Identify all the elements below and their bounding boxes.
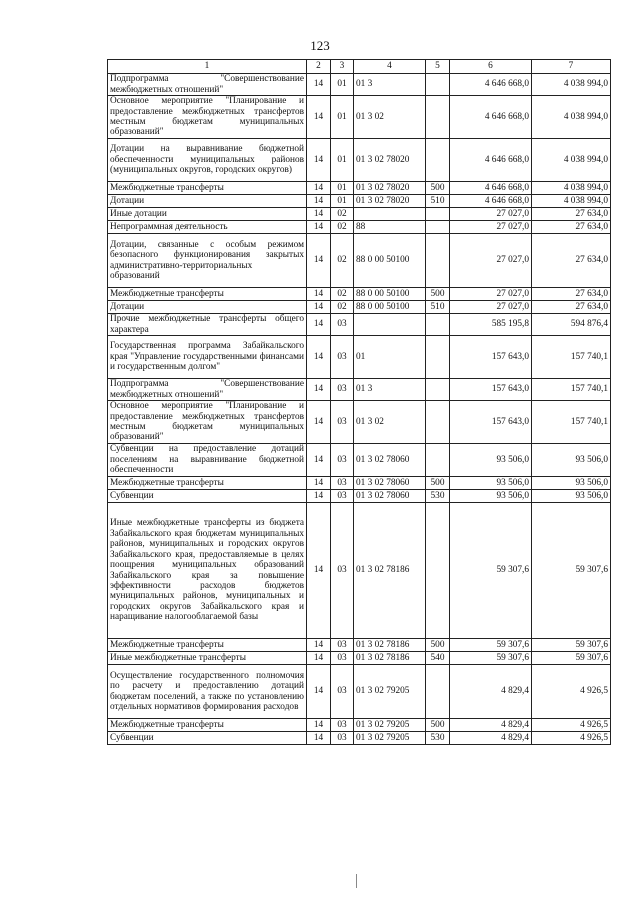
row-target-code: 01 3 02 78060 <box>354 477 426 490</box>
row-expense-kind: 500 <box>426 182 450 195</box>
row-target-code: 01 3 <box>354 74 426 96</box>
col-header-value-2: 7 <box>532 60 611 74</box>
row-value-1: 27 027,0 <box>450 288 532 301</box>
row-section: 14 <box>307 139 331 182</box>
row-value-2: 4 038 994,0 <box>532 96 611 139</box>
row-value-1: 157 643,0 <box>450 336 532 379</box>
row-value-2: 4 038 994,0 <box>532 182 611 195</box>
row-target-code: 88 0 00 50100 <box>354 301 426 314</box>
row-value-2: 93 506,0 <box>532 490 611 503</box>
row-value-1: 157 643,0 <box>450 401 532 444</box>
row-value-1: 93 506,0 <box>450 490 532 503</box>
row-target-code: 01 <box>354 336 426 379</box>
row-subsection: 01 <box>331 195 354 208</box>
row-value-1: 4 646 668,0 <box>450 139 532 182</box>
row-subsection: 01 <box>331 139 354 182</box>
row-expense-kind <box>426 401 450 444</box>
row-subsection: 03 <box>331 732 354 745</box>
row-section: 14 <box>307 732 331 745</box>
table-row <box>108 639 611 652</box>
row-subsection: 03 <box>331 444 354 477</box>
row-target-code <box>354 208 426 221</box>
row-target-code: 01 3 02 78020 <box>354 139 426 182</box>
row-value-1: 4 646 668,0 <box>450 74 532 96</box>
row-value-2: 157 740,1 <box>532 379 611 401</box>
row-expense-kind <box>426 503 450 639</box>
row-section: 14 <box>307 301 331 314</box>
row-target-code: 88 0 00 50100 <box>354 288 426 301</box>
row-target-code: 01 3 02 <box>354 96 426 139</box>
table-row <box>108 665 611 719</box>
row-subsection: 01 <box>331 96 354 139</box>
table-row <box>108 401 611 444</box>
row-section: 14 <box>307 96 331 139</box>
row-subsection: 03 <box>331 379 354 401</box>
table-row <box>108 139 611 182</box>
table-row <box>108 719 611 732</box>
scan-mark <box>356 874 357 888</box>
page-number: 123 <box>310 38 330 53</box>
row-expense-kind: 500 <box>426 639 450 652</box>
row-section: 14 <box>307 401 331 444</box>
row-value-2: 4 038 994,0 <box>532 139 611 182</box>
row-name: Государственная программа Забайкальского края "Управление государственными финансами и государственным долгом" <box>108 336 307 379</box>
row-name: Подпрограмма "Совершенствование межбюджетных отношений" <box>108 379 307 401</box>
row-section: 14 <box>307 74 331 96</box>
row-target-code: 01 3 02 79205 <box>354 732 426 745</box>
table-row <box>108 477 611 490</box>
row-target-code: 01 3 02 78186 <box>354 503 426 639</box>
row-name: Межбюджетные трансферты <box>108 477 307 490</box>
row-name: Подпрограмма "Совершенствование межбюджетных отношений" <box>108 74 307 96</box>
row-value-1: 27 027,0 <box>450 301 532 314</box>
row-expense-kind: 530 <box>426 732 450 745</box>
row-value-1: 4 646 668,0 <box>450 182 532 195</box>
row-name: Дотации <box>108 301 307 314</box>
row-subsection: 03 <box>331 490 354 503</box>
row-value-2: 27 634,0 <box>532 234 611 288</box>
row-target-code: 01 3 02 79205 <box>354 719 426 732</box>
row-value-2: 27 634,0 <box>532 221 611 234</box>
row-name: Межбюджетные трансферты <box>108 719 307 732</box>
row-value-1: 4 829,4 <box>450 732 532 745</box>
row-name: Осуществление государственного полномочия по расчету и предоставлению дотаций бюджетам поселений, а также по установлению отдельных нормативов формирования расходов <box>108 665 307 719</box>
row-section: 14 <box>307 719 331 732</box>
row-subsection: 02 <box>331 208 354 221</box>
row-target-code <box>354 314 426 336</box>
row-expense-kind <box>426 139 450 182</box>
row-target-code: 01 3 02 78060 <box>354 444 426 477</box>
row-section: 14 <box>307 314 331 336</box>
row-subsection: 03 <box>331 719 354 732</box>
row-subsection: 03 <box>331 652 354 665</box>
row-subsection: 01 <box>331 182 354 195</box>
row-value-2: 4 926,5 <box>532 732 611 745</box>
col-header-target: 4 <box>354 60 426 74</box>
row-section: 14 <box>307 234 331 288</box>
row-value-1: 27 027,0 <box>450 221 532 234</box>
row-value-1: 585 195,8 <box>450 314 532 336</box>
row-value-2: 157 740,1 <box>532 401 611 444</box>
row-target-code: 01 3 02 78020 <box>354 182 426 195</box>
row-section: 14 <box>307 490 331 503</box>
row-expense-kind <box>426 208 450 221</box>
row-subsection: 01 <box>331 74 354 96</box>
row-value-2: 93 506,0 <box>532 444 611 477</box>
row-expense-kind: 510 <box>426 301 450 314</box>
row-section: 14 <box>307 639 331 652</box>
col-header-section: 2 <box>307 60 331 74</box>
table-row <box>108 221 611 234</box>
row-value-1: 4 829,4 <box>450 719 532 732</box>
table-row <box>108 182 611 195</box>
row-value-2: 4 038 994,0 <box>532 195 611 208</box>
col-header-subsection: 3 <box>331 60 354 74</box>
col-header-name: 1 <box>108 60 307 74</box>
row-expense-kind <box>426 221 450 234</box>
row-expense-kind: 500 <box>426 719 450 732</box>
row-value-1: 59 307,6 <box>450 503 532 639</box>
table-row <box>108 314 611 336</box>
row-expense-kind: 540 <box>426 652 450 665</box>
row-target-code: 01 3 02 <box>354 401 426 444</box>
row-value-1: 59 307,6 <box>450 639 532 652</box>
row-subsection: 03 <box>331 401 354 444</box>
row-section: 14 <box>307 182 331 195</box>
row-value-1: 93 506,0 <box>450 477 532 490</box>
row-section: 14 <box>307 665 331 719</box>
table-body <box>108 74 611 745</box>
table-row <box>108 444 611 477</box>
row-value-1: 157 643,0 <box>450 379 532 401</box>
table-row <box>108 490 611 503</box>
row-value-2: 4 926,5 <box>532 719 611 732</box>
row-subsection: 02 <box>331 234 354 288</box>
row-target-code: 01 3 02 78186 <box>354 652 426 665</box>
header-row <box>108 60 611 74</box>
row-name: Субвенции <box>108 732 307 745</box>
row-name: Иные межбюджетные трансферты из бюджета Забайкальского края бюджетам муниципальных районов, муниципальных и городских округов Забайкальского края, предоставляемые в целях поощрения муниципальных образований Забайкальского края за повышение эффективности расходов бюджетов муниципальных районов, муниципальных и городских округов Забайкальского края и наращивание налогооблагаемой базы <box>108 503 307 639</box>
row-subsection: 03 <box>331 336 354 379</box>
row-name: Прочие межбюджетные трансферты общего характера <box>108 314 307 336</box>
row-value-2: 27 634,0 <box>532 301 611 314</box>
table-row <box>108 96 611 139</box>
row-expense-kind <box>426 336 450 379</box>
row-target-code: 01 3 02 78020 <box>354 195 426 208</box>
row-name: Непрограммная деятельность <box>108 221 307 234</box>
row-target-code: 88 0 00 50100 <box>354 234 426 288</box>
row-target-code: 01 3 02 78186 <box>354 639 426 652</box>
row-subsection: 03 <box>331 503 354 639</box>
row-name: Дотации <box>108 195 307 208</box>
table-row <box>108 503 611 639</box>
row-section: 14 <box>307 503 331 639</box>
row-expense-kind: 500 <box>426 288 450 301</box>
row-section: 14 <box>307 336 331 379</box>
budget-table <box>107 59 611 745</box>
row-value-2: 157 740,1 <box>532 336 611 379</box>
table-row <box>108 288 611 301</box>
row-section: 14 <box>307 477 331 490</box>
table-row <box>108 74 611 96</box>
row-subsection: 03 <box>331 477 354 490</box>
row-target-code: 88 <box>354 221 426 234</box>
row-target-code: 01 3 02 78060 <box>354 490 426 503</box>
row-name: Иные дотации <box>108 208 307 221</box>
row-expense-kind <box>426 234 450 288</box>
row-value-2: 27 634,0 <box>532 288 611 301</box>
row-name: Межбюджетные трансферты <box>108 639 307 652</box>
row-value-2: 4 926,5 <box>532 665 611 719</box>
row-target-code: 01 3 <box>354 379 426 401</box>
table-row <box>108 336 611 379</box>
row-section: 14 <box>307 379 331 401</box>
row-expense-kind <box>426 314 450 336</box>
row-value-1: 27 027,0 <box>450 234 532 288</box>
row-subsection: 02 <box>331 301 354 314</box>
row-value-2: 59 307,6 <box>532 503 611 639</box>
row-name: Дотации на выравнивание бюджетной обеспеченности муниципальных районов (муниципальных округов, городских округов) <box>108 139 307 182</box>
table-row <box>108 195 611 208</box>
row-value-1: 59 307,6 <box>450 652 532 665</box>
row-section: 14 <box>307 195 331 208</box>
row-name: Основное мероприятие "Планирование и предоставление межбюджетных трансфертов местным бюджетам муниципальных образований" <box>108 401 307 444</box>
row-expense-kind: 500 <box>426 477 450 490</box>
row-expense-kind: 510 <box>426 195 450 208</box>
row-name: Дотации, связанные с особым режимом безопасного функционирования закрытых административно-территориальных образований <box>108 234 307 288</box>
row-section: 14 <box>307 221 331 234</box>
row-expense-kind <box>426 379 450 401</box>
row-name: Субвенции на предоставление дотаций поселениям на выравнивание бюджетной обеспеченности <box>108 444 307 477</box>
row-value-1: 27 027,0 <box>450 208 532 221</box>
row-value-1: 4 646 668,0 <box>450 195 532 208</box>
table-row <box>108 379 611 401</box>
row-name: Иные межбюджетные трансферты <box>108 652 307 665</box>
row-subsection: 02 <box>331 288 354 301</box>
row-expense-kind <box>426 665 450 719</box>
col-header-kind: 5 <box>426 60 450 74</box>
row-expense-kind <box>426 444 450 477</box>
row-expense-kind <box>426 74 450 96</box>
row-subsection: 02 <box>331 221 354 234</box>
table-row <box>108 301 611 314</box>
row-subsection: 03 <box>331 665 354 719</box>
row-subsection: 03 <box>331 314 354 336</box>
row-value-2: 59 307,6 <box>532 652 611 665</box>
row-value-1: 4 829,4 <box>450 665 532 719</box>
row-value-1: 4 646 668,0 <box>450 96 532 139</box>
table-row <box>108 234 611 288</box>
col-header-value-1: 6 <box>450 60 532 74</box>
row-section: 14 <box>307 288 331 301</box>
row-expense-kind: 530 <box>426 490 450 503</box>
row-value-2: 27 634,0 <box>532 208 611 221</box>
row-value-2: 93 506,0 <box>532 477 611 490</box>
row-target-code: 01 3 02 79205 <box>354 665 426 719</box>
row-section: 14 <box>307 444 331 477</box>
table-row <box>108 732 611 745</box>
row-expense-kind <box>426 96 450 139</box>
row-value-2: 59 307,6 <box>532 639 611 652</box>
row-subsection: 03 <box>331 639 354 652</box>
row-value-1: 93 506,0 <box>450 444 532 477</box>
row-value-2: 4 038 994,0 <box>532 74 611 96</box>
table-row <box>108 208 611 221</box>
row-name: Межбюджетные трансферты <box>108 288 307 301</box>
row-section: 14 <box>307 208 331 221</box>
row-name: Субвенции <box>108 490 307 503</box>
row-name: Основное мероприятие "Планирование и предоставление межбюджетных трансфертов местным бюджетам муниципальных образований" <box>108 96 307 139</box>
row-name: Межбюджетные трансферты <box>108 182 307 195</box>
row-section: 14 <box>307 652 331 665</box>
row-value-2: 594 876,4 <box>532 314 611 336</box>
table-row <box>108 652 611 665</box>
